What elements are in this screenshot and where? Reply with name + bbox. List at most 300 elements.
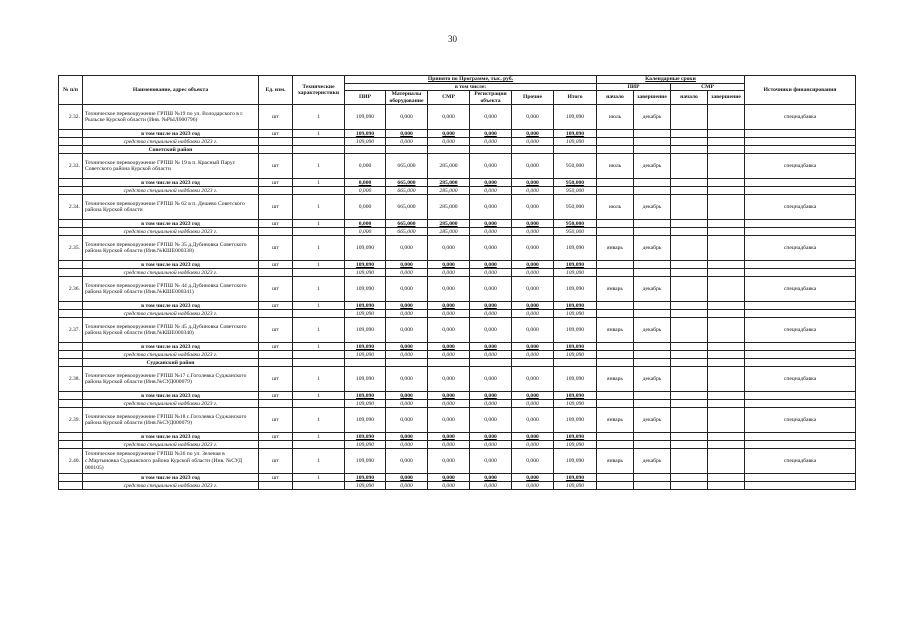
row-number: 2.40. <box>59 449 83 474</box>
tech-cell: 1 <box>293 318 345 343</box>
total-cell: 109,090 <box>554 474 597 482</box>
tech-cell: 1 <box>293 449 345 474</box>
smr-cell: 0,000 <box>428 138 470 146</box>
smr-cell: 0,000 <box>428 449 470 474</box>
unit-cell: шт <box>259 474 293 482</box>
pir-cell: 109,090 <box>345 277 386 302</box>
pir-cell: 109,090 <box>345 392 386 400</box>
smr-cell: 0,000 <box>428 302 470 310</box>
smr-end-cell <box>708 408 745 433</box>
unit-cell: шт <box>259 105 293 130</box>
total-cell: 109,090 <box>554 367 597 392</box>
empty-cell <box>745 400 856 408</box>
fund-label: средства специальной надбавки 2023 г. <box>83 351 259 359</box>
object-name: Техническое перевооружение ГРПШ № 19 в п. Красный Парус Советского района Курской области <box>83 154 259 179</box>
tech-empty <box>293 310 345 318</box>
other-cell: 0,000 <box>512 187 554 195</box>
empty-cell <box>597 343 634 351</box>
registration-cell: 0,000 <box>470 187 512 195</box>
object-name: Техническое перевооружение ГРПШ № 62 в п. Дешево Советского района Курской области <box>83 195 259 220</box>
empty-cell <box>597 441 634 449</box>
empty-cell <box>634 441 671 449</box>
unit-cell: шт <box>259 261 293 269</box>
other-cell: 0,000 <box>512 179 554 187</box>
fund-row <box>59 441 856 449</box>
materials-cell: 0,000 <box>386 351 428 359</box>
empty-cell <box>428 359 470 367</box>
smr-start-cell <box>671 318 708 343</box>
other-cell: 0,000 <box>512 367 554 392</box>
fund-label: средства специальной надбавки 2023 г. <box>83 269 259 277</box>
smr-start-cell <box>671 154 708 179</box>
header-source: Источники финансирования <box>745 76 856 105</box>
empty-cell <box>428 146 470 154</box>
object-name: Техническое перевооружение ГРПШ №19 по ул. Володарского в г. Рыльске Курской области (Инв. №РЫЛ000796) <box>83 105 259 130</box>
pir-end-cell: декабрь <box>634 105 671 130</box>
header-program: Принято по Программе, тыс. руб. <box>345 76 597 84</box>
pir-cell: 109,090 <box>345 474 386 482</box>
header-tech: Технические характеристики <box>293 76 345 105</box>
materials-cell: 0,000 <box>386 310 428 318</box>
pir-cell: 109,090 <box>345 138 386 146</box>
tech-empty <box>293 441 345 449</box>
tech-cell: 1 <box>293 408 345 433</box>
header-smr: СМР <box>428 91 470 105</box>
other-cell: 0,000 <box>512 310 554 318</box>
materials-cell: 0,000 <box>386 261 428 269</box>
empty-cell <box>597 400 634 408</box>
total-cell: 109,090 <box>554 351 597 359</box>
source-cell: спецнадбавка <box>745 318 856 343</box>
materials-cell: 0,000 <box>386 367 428 392</box>
pir-cell: 109,090 <box>345 441 386 449</box>
total-cell: 109,090 <box>554 269 597 277</box>
row-number-empty <box>59 187 83 195</box>
object-name: Техническое перевооружение ГРПШ №18 с.Гоголевка Суджанского района Курской области (Инв.№СУД000079) <box>83 408 259 433</box>
empty-cell <box>671 343 708 351</box>
smr-cell: 0,000 <box>428 105 470 130</box>
empty-cell <box>708 359 745 367</box>
smr-cell: 285,000 <box>428 187 470 195</box>
smr-cell: 285,000 <box>428 195 470 220</box>
fund-row <box>59 482 856 490</box>
tech-empty <box>293 351 345 359</box>
row-number-empty <box>59 302 83 310</box>
smr-end-cell <box>708 195 745 220</box>
empty-cell <box>708 310 745 318</box>
tech-cell: 1 <box>293 179 345 187</box>
row-number: 2.34. <box>59 195 83 220</box>
tech-cell: 1 <box>293 105 345 130</box>
empty-cell <box>345 359 386 367</box>
empty-cell <box>708 130 745 138</box>
empty-cell <box>634 343 671 351</box>
pir-cell: 0,000 <box>345 195 386 220</box>
pir-cell: 0,000 <box>345 220 386 228</box>
total-cell: 109,090 <box>554 343 597 351</box>
pir-start-cell: январь <box>597 318 634 343</box>
other-cell: 0,000 <box>512 433 554 441</box>
unit-cell: шт <box>259 130 293 138</box>
object-name: Техническое перевооружение ГРПШ № 44 д.Дубиновка Советского района Курской области (Инв.№КШЕ000341) <box>83 277 259 302</box>
empty-cell <box>745 179 856 187</box>
table-row <box>59 105 856 130</box>
subtotal-row <box>59 302 856 310</box>
fund-row <box>59 400 856 408</box>
empty-cell <box>745 269 856 277</box>
registration-cell: 0,000 <box>470 449 512 474</box>
empty-cell <box>671 138 708 146</box>
pir-cell: 109,090 <box>345 449 386 474</box>
empty-cell <box>671 302 708 310</box>
empty-cell <box>671 351 708 359</box>
empty-cell <box>634 433 671 441</box>
empty-cell <box>708 441 745 449</box>
registration-cell: 0,000 <box>470 302 512 310</box>
total-cell: 109,090 <box>554 310 597 318</box>
smr-cell: 285,000 <box>428 220 470 228</box>
other-cell: 0,000 <box>512 351 554 359</box>
empty-cell <box>745 130 856 138</box>
empty-cell <box>554 146 597 154</box>
materials-cell: 0,000 <box>386 138 428 146</box>
row-number-empty <box>59 400 83 408</box>
registration-cell: 0,000 <box>470 130 512 138</box>
unit-cell: шт <box>259 277 293 302</box>
empty-cell <box>671 482 708 490</box>
row-number-empty <box>59 343 83 351</box>
subtotal-label: в том числе на 2023 год <box>83 474 259 482</box>
registration-cell: 0,000 <box>470 400 512 408</box>
source-cell: спецнадбавка <box>745 154 856 179</box>
registration-cell: 0,000 <box>470 351 512 359</box>
table-row <box>59 408 856 433</box>
fund-label: средства специальной надбавки 2023 г. <box>83 187 259 195</box>
table-row <box>59 367 856 392</box>
pir-end-cell: декабрь <box>634 367 671 392</box>
pir-end-cell: декабрь <box>634 408 671 433</box>
unit-empty <box>259 187 293 195</box>
smr-cell: 0,000 <box>428 433 470 441</box>
smr-start-cell <box>671 449 708 474</box>
pir-cell: 109,090 <box>345 400 386 408</box>
pir-cell: 109,090 <box>345 433 386 441</box>
row-number-empty <box>59 269 83 277</box>
empty-cell <box>671 433 708 441</box>
smr-cell: 0,000 <box>428 400 470 408</box>
registration-cell: 0,000 <box>470 154 512 179</box>
empty-cell <box>597 310 634 318</box>
empty-cell <box>671 179 708 187</box>
header-cal-smr: СМР <box>671 83 745 91</box>
materials-cell: 0,000 <box>386 277 428 302</box>
smr-cell: 0,000 <box>428 269 470 277</box>
total-cell: 950,000 <box>554 154 597 179</box>
fund-row <box>59 269 856 277</box>
empty-cell <box>745 228 856 236</box>
empty-cell <box>293 359 345 367</box>
registration-cell: 0,000 <box>470 261 512 269</box>
other-cell: 0,000 <box>512 392 554 400</box>
registration-cell: 0,000 <box>470 482 512 490</box>
fund-label: средства специальной надбавки 2023 г. <box>83 310 259 318</box>
empty-cell <box>671 474 708 482</box>
header-pir: ПИР <box>345 91 386 105</box>
fund-row <box>59 228 856 236</box>
empty-cell <box>597 261 634 269</box>
subtotal-label: в том числе на 2023 год <box>83 392 259 400</box>
tech-empty <box>293 482 345 490</box>
unit-empty <box>259 310 293 318</box>
smr-cell: 0,000 <box>428 130 470 138</box>
empty-cell <box>597 269 634 277</box>
empty-cell <box>634 187 671 195</box>
empty-cell <box>745 220 856 228</box>
empty-cell <box>708 482 745 490</box>
empty-cell <box>745 351 856 359</box>
source-cell: спецнадбавка <box>745 367 856 392</box>
registration-cell: 0,000 <box>470 228 512 236</box>
smr-cell: 0,000 <box>428 351 470 359</box>
empty-cell <box>597 392 634 400</box>
pir-end-cell: декабрь <box>634 277 671 302</box>
materials-cell: 0,000 <box>386 105 428 130</box>
source-cell: спецнадбавка <box>745 408 856 433</box>
tech-cell: 1 <box>293 302 345 310</box>
row-number-empty <box>59 130 83 138</box>
header-calendar: Календарные сроки <box>597 76 745 84</box>
empty-cell <box>634 138 671 146</box>
total-cell: 950,000 <box>554 220 597 228</box>
empty-cell <box>671 261 708 269</box>
total-cell: 109,090 <box>554 138 597 146</box>
empty-cell <box>708 138 745 146</box>
empty-cell <box>671 269 708 277</box>
row-number-empty <box>59 359 83 367</box>
registration-cell: 0,000 <box>470 408 512 433</box>
empty-cell <box>470 146 512 154</box>
empty-cell <box>708 146 745 154</box>
district-label: Советский район <box>83 146 259 154</box>
header-end: завершение <box>634 91 671 105</box>
empty-cell <box>708 351 745 359</box>
empty-cell <box>745 261 856 269</box>
tech-cell: 1 <box>293 343 345 351</box>
pir-end-cell: декабрь <box>634 154 671 179</box>
unit-empty <box>259 441 293 449</box>
subtotal-label: в том числе на 2023 год <box>83 179 259 187</box>
empty-cell <box>634 359 671 367</box>
registration-cell: 0,000 <box>470 236 512 261</box>
materials-cell: 0,000 <box>386 482 428 490</box>
smr-cell: 0,000 <box>428 261 470 269</box>
total-cell: 109,090 <box>554 400 597 408</box>
empty-cell <box>708 433 745 441</box>
total-cell: 109,090 <box>554 433 597 441</box>
empty-cell <box>634 130 671 138</box>
fund-row <box>59 351 856 359</box>
empty-cell <box>597 433 634 441</box>
pir-cell: 109,090 <box>345 343 386 351</box>
row-number-empty <box>59 482 83 490</box>
empty-cell <box>671 228 708 236</box>
smr-end-cell <box>708 105 745 130</box>
object-name: Техническое перевооружение ГРПШ №36 по ул. Зеленая в с.Мартыновка Суджанского района Курской области (Инв. №СУД 000105) <box>83 449 259 474</box>
other-cell: 0,000 <box>512 105 554 130</box>
other-cell: 0,000 <box>512 154 554 179</box>
empty-cell <box>597 179 634 187</box>
total-cell: 109,090 <box>554 277 597 302</box>
row-number: 2.37. <box>59 318 83 343</box>
smr-start-cell <box>671 277 708 302</box>
empty-cell <box>745 359 856 367</box>
header-cal-pir: ПИР <box>597 83 671 91</box>
materials-cell: 0,000 <box>386 236 428 261</box>
registration-cell: 0,000 <box>470 318 512 343</box>
registration-cell: 0,000 <box>470 105 512 130</box>
materials-cell: 0,000 <box>386 441 428 449</box>
tech-cell: 1 <box>293 236 345 261</box>
empty-cell <box>597 146 634 154</box>
other-cell: 0,000 <box>512 482 554 490</box>
materials-cell: 0,000 <box>386 392 428 400</box>
subtotal-label: в том числе на 2023 год <box>83 130 259 138</box>
materials-cell: 0,000 <box>386 433 428 441</box>
smr-end-cell <box>708 318 745 343</box>
pir-cell: 109,090 <box>345 367 386 392</box>
pir-start-cell: январь <box>597 236 634 261</box>
empty-cell <box>259 146 293 154</box>
registration-cell: 0,000 <box>470 343 512 351</box>
empty-cell <box>597 474 634 482</box>
empty-cell <box>634 400 671 408</box>
row-number: 2.33. <box>59 154 83 179</box>
empty-cell <box>671 187 708 195</box>
other-cell: 0,000 <box>512 261 554 269</box>
table-row <box>59 449 856 474</box>
smr-start-cell <box>671 236 708 261</box>
total-cell: 109,090 <box>554 392 597 400</box>
unit-cell: шт <box>259 220 293 228</box>
tech-cell: 1 <box>293 474 345 482</box>
smr-start-cell <box>671 195 708 220</box>
fund-row <box>59 138 856 146</box>
empty-cell <box>671 310 708 318</box>
empty-cell <box>597 302 634 310</box>
header-including: в том числе: <box>345 83 597 91</box>
tech-cell: 1 <box>293 154 345 179</box>
pir-start-cell: июль <box>597 154 634 179</box>
smr-cell: 0,000 <box>428 277 470 302</box>
empty-cell <box>745 482 856 490</box>
smr-cell: 0,000 <box>428 236 470 261</box>
header-unit: Ед. изм. <box>259 76 293 105</box>
empty-cell <box>708 302 745 310</box>
registration-cell: 0,000 <box>470 269 512 277</box>
fund-label: средства специальной надбавки 2023 г. <box>83 400 259 408</box>
district-row <box>59 146 856 154</box>
district-label: Суджанский район <box>83 359 259 367</box>
total-cell: 950,000 <box>554 228 597 236</box>
row-number-empty <box>59 433 83 441</box>
unit-empty <box>259 228 293 236</box>
pir-cell: 109,090 <box>345 269 386 277</box>
source-cell: спецнадбавка <box>745 449 856 474</box>
empty-cell <box>634 220 671 228</box>
tech-cell: 1 <box>293 130 345 138</box>
source-cell: спецнадбавка <box>745 105 856 130</box>
empty-cell <box>597 228 634 236</box>
empty-cell <box>597 130 634 138</box>
unit-cell: шт <box>259 433 293 441</box>
empty-cell <box>745 343 856 351</box>
total-cell: 109,090 <box>554 130 597 138</box>
smr-cell: 0,000 <box>428 343 470 351</box>
pir-start-cell: январь <box>597 408 634 433</box>
subtotal-row <box>59 343 856 351</box>
smr-cell: 285,000 <box>428 228 470 236</box>
total-cell: 109,090 <box>554 318 597 343</box>
registration-cell: 0,000 <box>470 433 512 441</box>
materials-cell: 665,000 <box>386 195 428 220</box>
unit-empty <box>259 482 293 490</box>
registration-cell: 0,000 <box>470 367 512 392</box>
row-number-empty <box>59 441 83 449</box>
table-body <box>59 105 856 490</box>
empty-cell <box>745 392 856 400</box>
empty-cell <box>708 261 745 269</box>
other-cell: 0,000 <box>512 449 554 474</box>
empty-cell <box>745 433 856 441</box>
pir-cell: 109,090 <box>345 302 386 310</box>
total-cell: 109,090 <box>554 236 597 261</box>
total-cell: 109,090 <box>554 302 597 310</box>
subtotal-row <box>59 130 856 138</box>
empty-cell <box>708 228 745 236</box>
materials-cell: 0,000 <box>386 269 428 277</box>
pir-cell: 0,000 <box>345 187 386 195</box>
object-name: Техническое перевооружение ГРПШ №17 с.Гоголевка Суджанского района Курской области (Инв.№СУД000079) <box>83 367 259 392</box>
row-number-empty <box>59 220 83 228</box>
source-cell: спецнадбавка <box>745 277 856 302</box>
tech-cell: 1 <box>293 433 345 441</box>
empty-cell <box>634 392 671 400</box>
materials-cell: 665,000 <box>386 154 428 179</box>
empty-cell <box>470 359 512 367</box>
empty-cell <box>554 359 597 367</box>
materials-cell: 0,000 <box>386 130 428 138</box>
unit-cell: шт <box>259 195 293 220</box>
smr-cell: 0,000 <box>428 408 470 433</box>
smr-end-cell <box>708 277 745 302</box>
unit-cell: шт <box>259 179 293 187</box>
empty-cell <box>708 400 745 408</box>
header-name: Наименование, адрес объекта <box>83 76 259 105</box>
smr-cell: 0,000 <box>428 474 470 482</box>
other-cell: 0,000 <box>512 195 554 220</box>
total-cell: 109,090 <box>554 408 597 433</box>
registration-cell: 0,000 <box>470 138 512 146</box>
total-cell: 109,090 <box>554 441 597 449</box>
unit-empty <box>259 351 293 359</box>
empty-cell <box>745 310 856 318</box>
row-number-empty <box>59 146 83 154</box>
materials-cell: 0,000 <box>386 318 428 343</box>
other-cell: 0,000 <box>512 400 554 408</box>
pir-start-cell: июль <box>597 105 634 130</box>
smr-cell: 0,000 <box>428 310 470 318</box>
empty-cell <box>386 359 428 367</box>
